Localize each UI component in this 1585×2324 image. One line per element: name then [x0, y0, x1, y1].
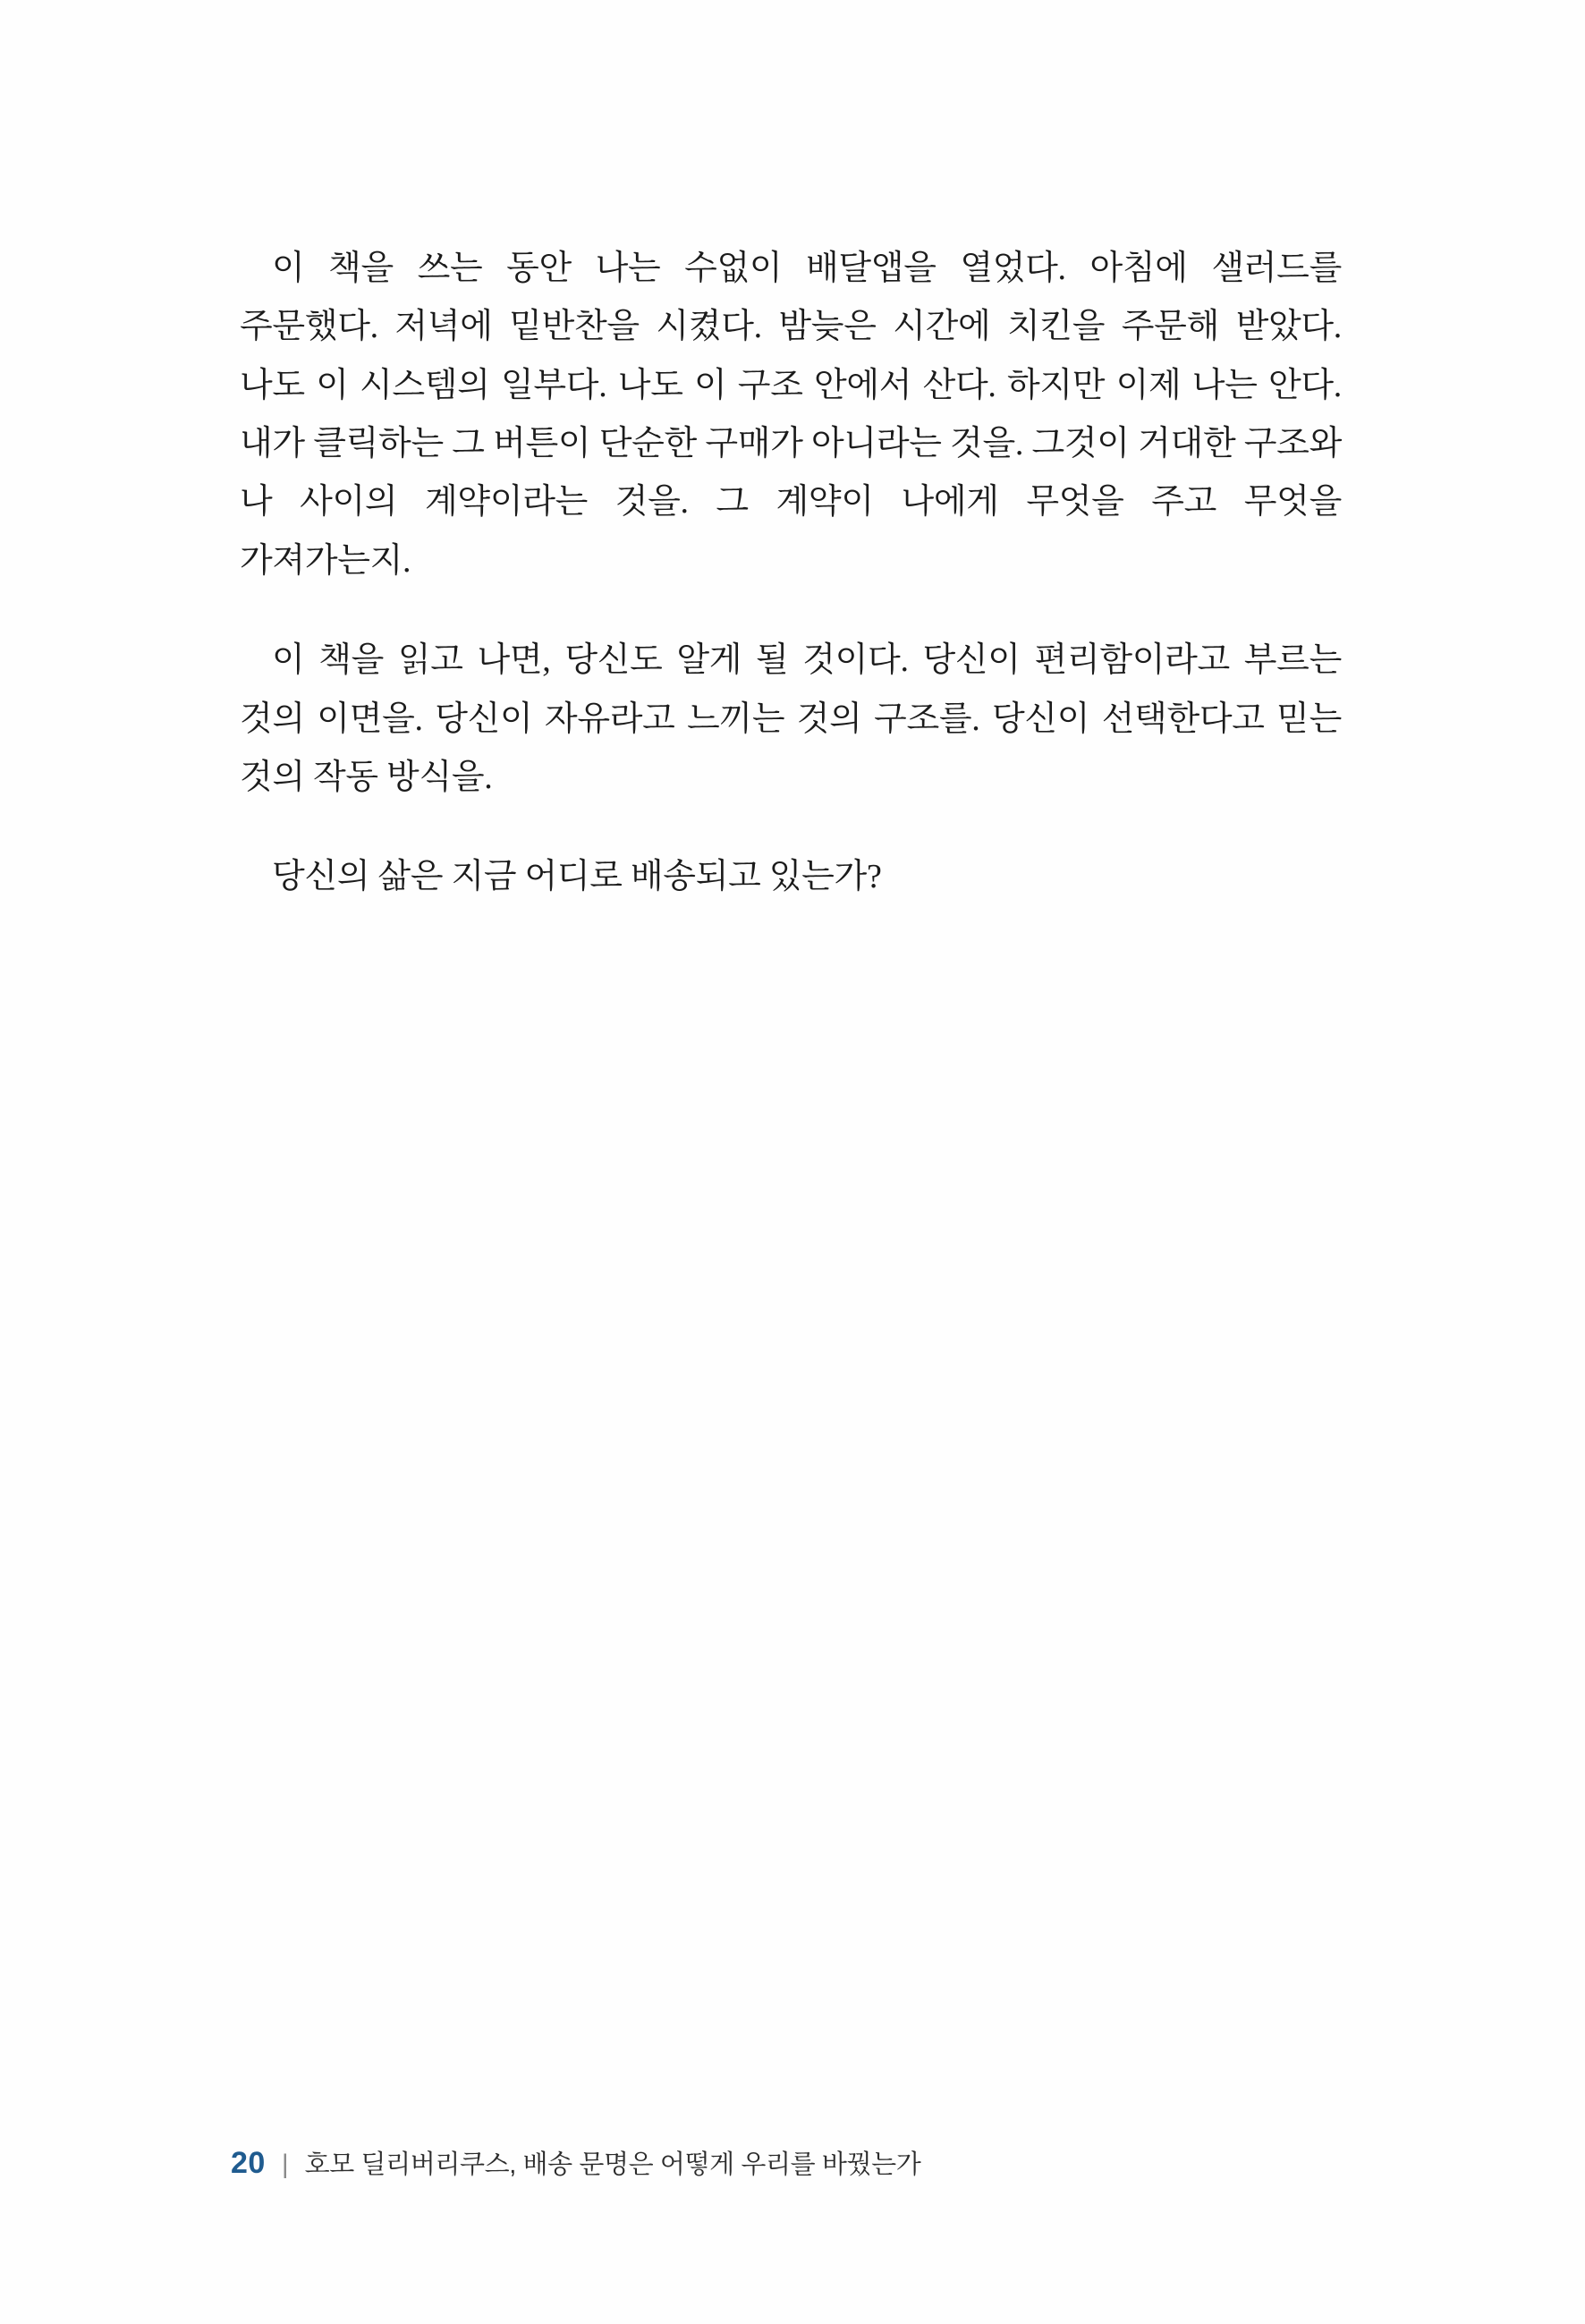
body-paragraph-1: 이 책을 쓰는 동안 나는 수없이 배달앱을 열었다. 아침에 샐러드를 주문했다. 저녁에 밑반찬을 시켰다. 밤늦은 시간에 치킨을 주문해 받았다. 나도 이 시스템의 일부다. 나도 이 구조 안에서 산다. 하지만 이제 나는 안다. 내가 클릭하는 그 버튼이 단순한 구매가 아니라는 것을. 그것이 거대한 구조와 나 사이의 계약이라는 것을. 그 계약이 나에게 무엇을 주고 무엇을 가져가는지. — [240, 250, 1342, 580]
body-paragraph-3: 당신의 삶은 지금 어디로 배송되고 있는가? — [272, 858, 882, 896]
page-body — [240, 240, 1342, 907]
footer-separator: | — [281, 2150, 289, 2179]
running-title: 호모 딜리버리쿠스, 배송 문명은 어떻게 우리를 바꿨는가 — [304, 2150, 921, 2179]
page-number: 20 — [231, 2146, 266, 2180]
page-footer — [231, 2144, 920, 2181]
body-paragraph-2: 이 책을 읽고 나면, 당신도 알게 될 것이다. 당신이 편리함이라고 부르는 것의 이면을. 당신이 자유라고 느끼는 것의 구조를. 당신이 선택한다고 믿는 것의 작동 방식을. — [240, 641, 1342, 796]
